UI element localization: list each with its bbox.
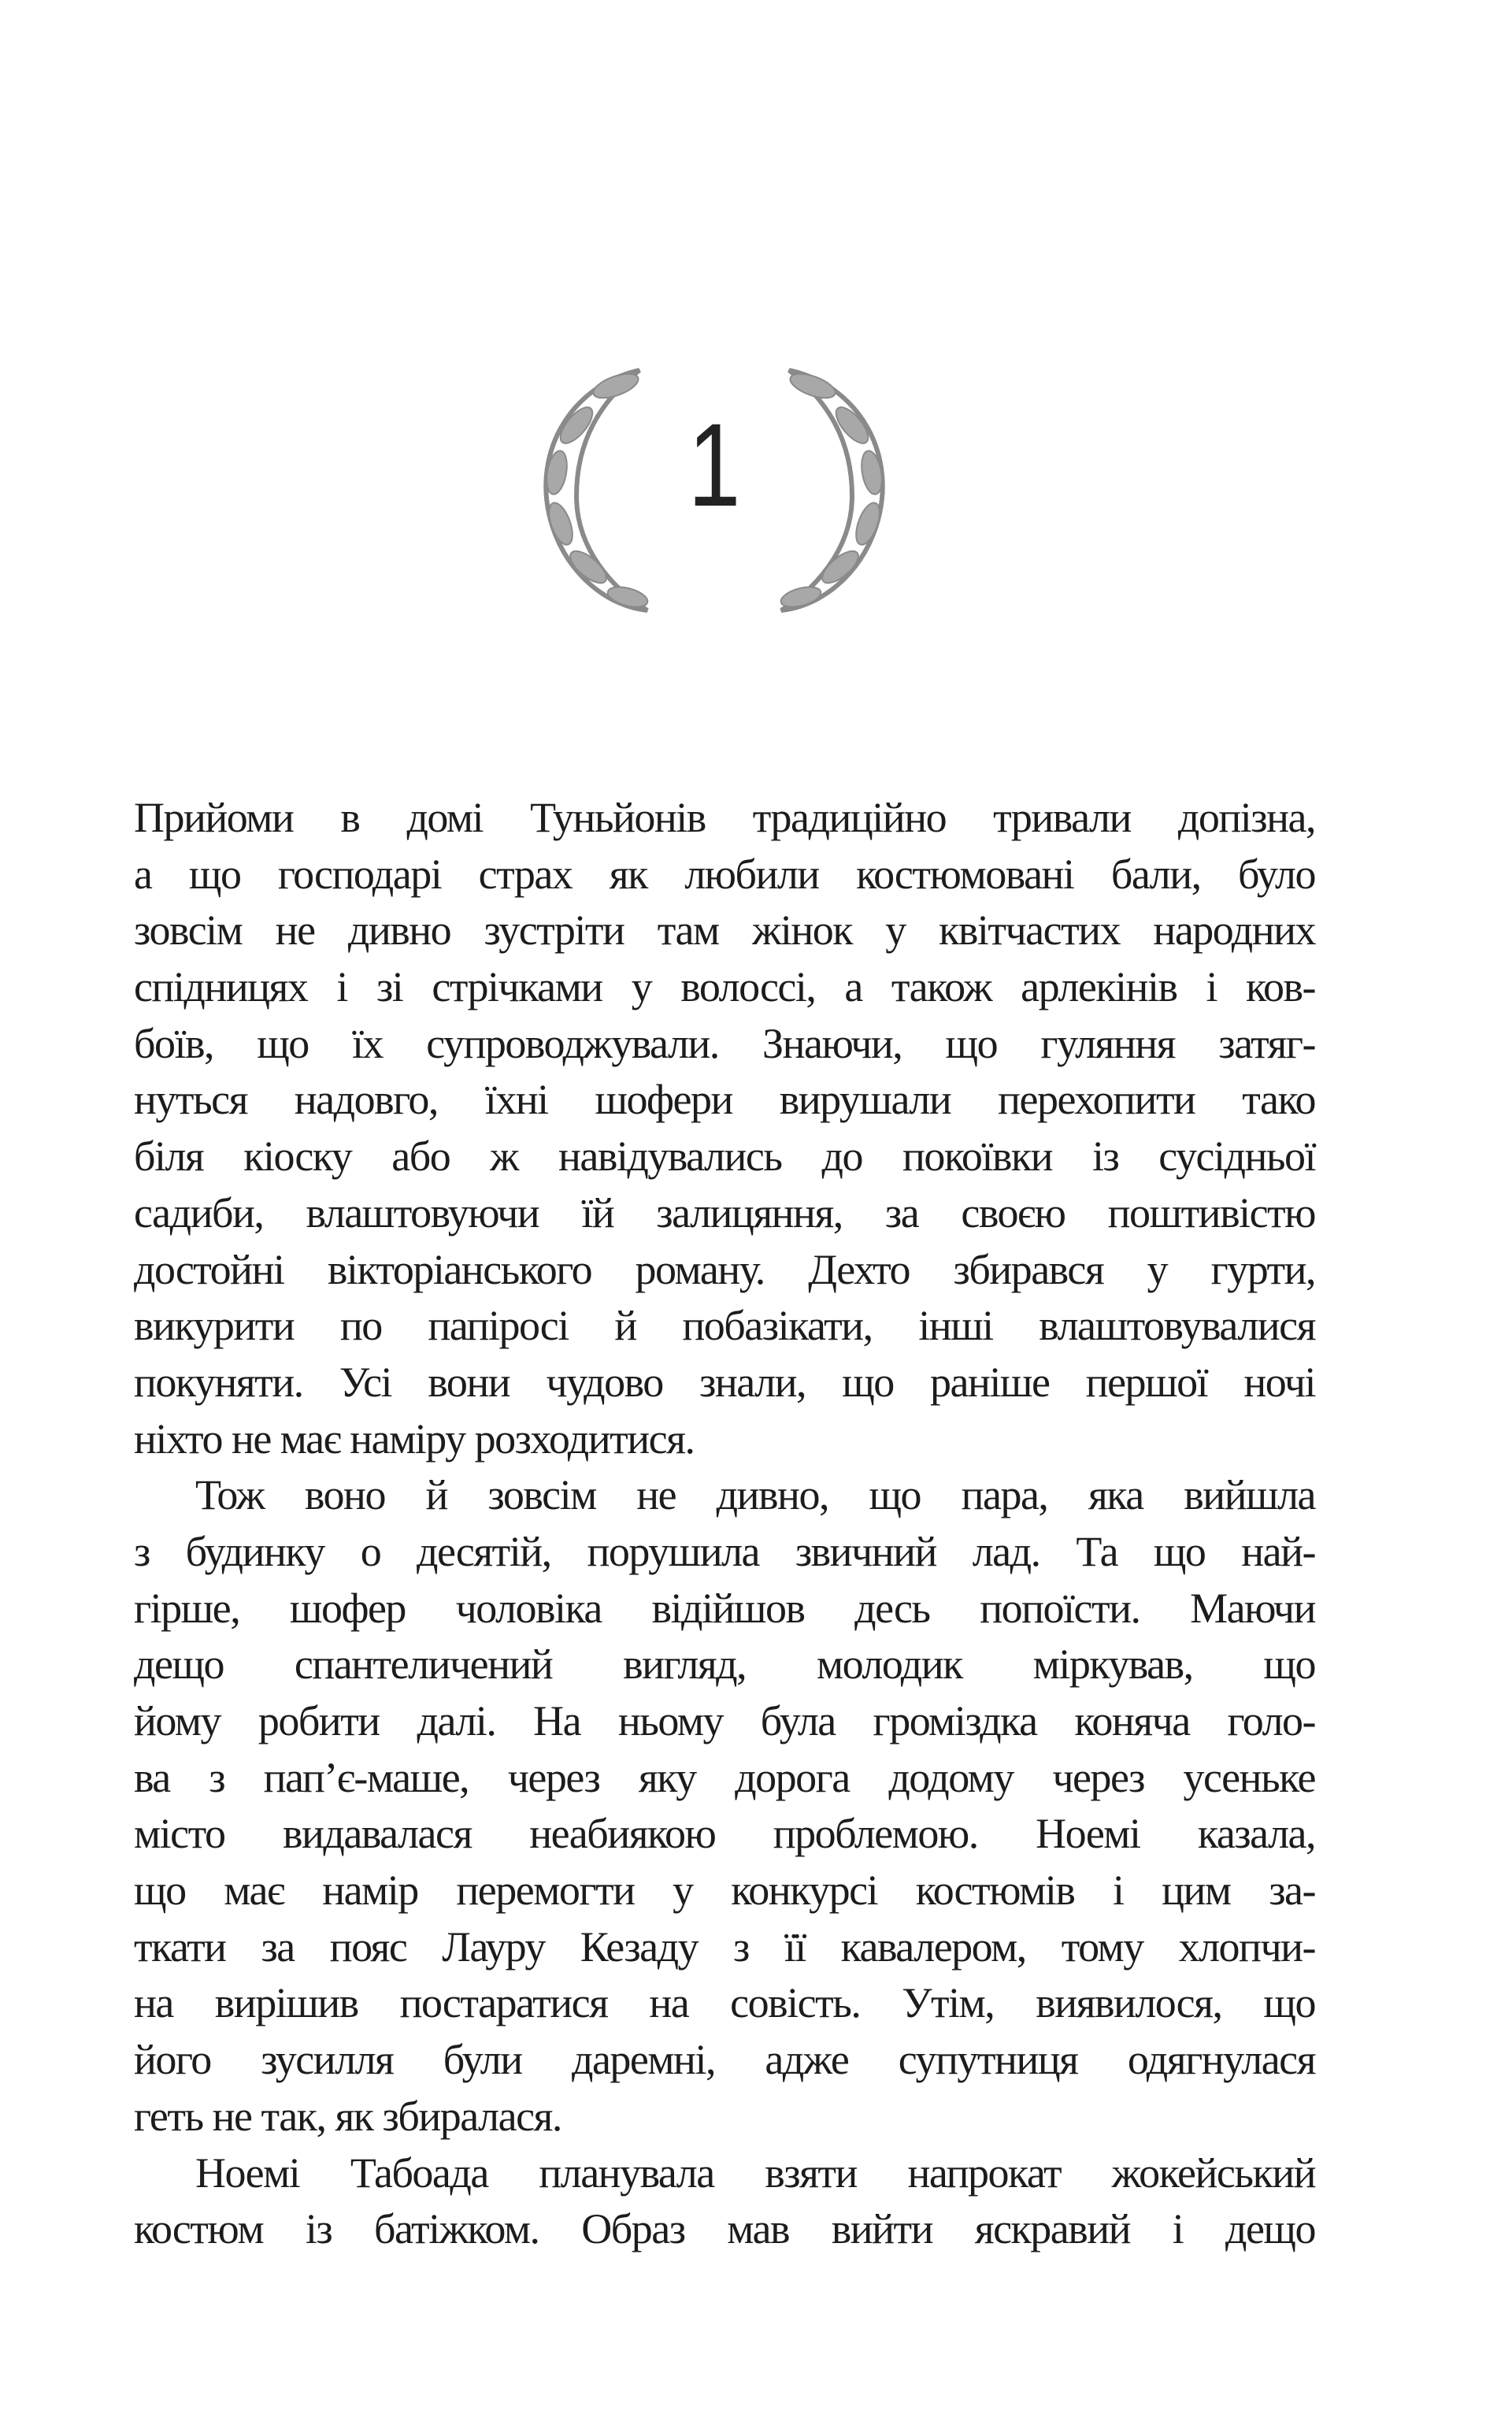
text-line: на вирішив постаратися на совість. Утім, виявилося, що <box>134 1979 1315 2027</box>
chapter-ornament <box>521 354 907 614</box>
text-line: ткати за пояс Лауру Кезаду з її кавалером, тому хлопчи- <box>134 1922 1315 1971</box>
text-line: з будинку о десятій, порушила звичний лад. Та що най- <box>134 1527 1315 1575</box>
text-line: достойні вікторіанського роману. Дехто збирався у гурти, <box>134 1245 1315 1293</box>
text-line: Тож воно й зовсім не дивно, що пара, яка вийшла <box>195 1471 1315 1519</box>
text-line: ва з пап’є-маше, через яку дорога додому через усеньке <box>134 1753 1315 1801</box>
text-line: покуняти. Усі вони чудово знали, що раніше першої ночі <box>134 1358 1315 1406</box>
text-line: садиби, влаштовуючи їй залицяння, за своєю поштивістю <box>134 1188 1315 1237</box>
text-line: боїв, що їх супроводжували. Знаючи, що гуляння затяг- <box>134 1019 1315 1067</box>
text-line: викурити по папіросі й побазікати, інші влаштовувалися <box>134 1302 1315 1350</box>
text-line: гірше, шофер чоловіка відійшов десь попоїсти. Маючи <box>134 1584 1315 1632</box>
text-line: ніхто не має наміру розходитися. <box>134 1414 695 1463</box>
text-line: йому робити далі. На ньому була громіздка коняча голо- <box>134 1697 1315 1744</box>
text-line: геть не так, як збиралася. <box>134 2092 561 2140</box>
text-line: що має намір перемогти у конкурсі костюмів і цим за- <box>134 1867 1315 1915</box>
text-line: Ноемі Табоада планувала взяти напрокат жокейський <box>195 2149 1315 2197</box>
text-line: костюм із батіжком. Образ мав вийти яскравий і дещо <box>134 2205 1315 2253</box>
text-line: нуться надовго, їхні шофери вирушали перехопити тако <box>134 1076 1315 1124</box>
text-line: біля кіоску або ж навідувались до покоївки із сусідньої <box>134 1133 1315 1181</box>
chapter-body-text <box>134 790 1315 2258</box>
text-line: дещо спантеличений вигляд, молодик міркував, що <box>134 1641 1315 1689</box>
text-line: зовсім не дивно зустріти там жінок у квітчастих народних <box>134 907 1315 955</box>
text-line: спідницях і зі стрічками у волоссі, а також арлекінів і ков- <box>134 963 1315 1011</box>
text-line: а що господарі страх як любили костюмовані бали, було <box>134 850 1315 898</box>
text-line: Прийоми в домі Туньйонів традиційно тривали допізна, <box>134 794 1315 841</box>
text-line: його зусилля були даремні, адже супутниця одягнулася <box>134 2036 1315 2084</box>
chapter-number: 1 <box>687 399 741 531</box>
text-line: місто видавалася неабиякою проблемою. Ноемі казала, <box>134 1810 1315 1858</box>
